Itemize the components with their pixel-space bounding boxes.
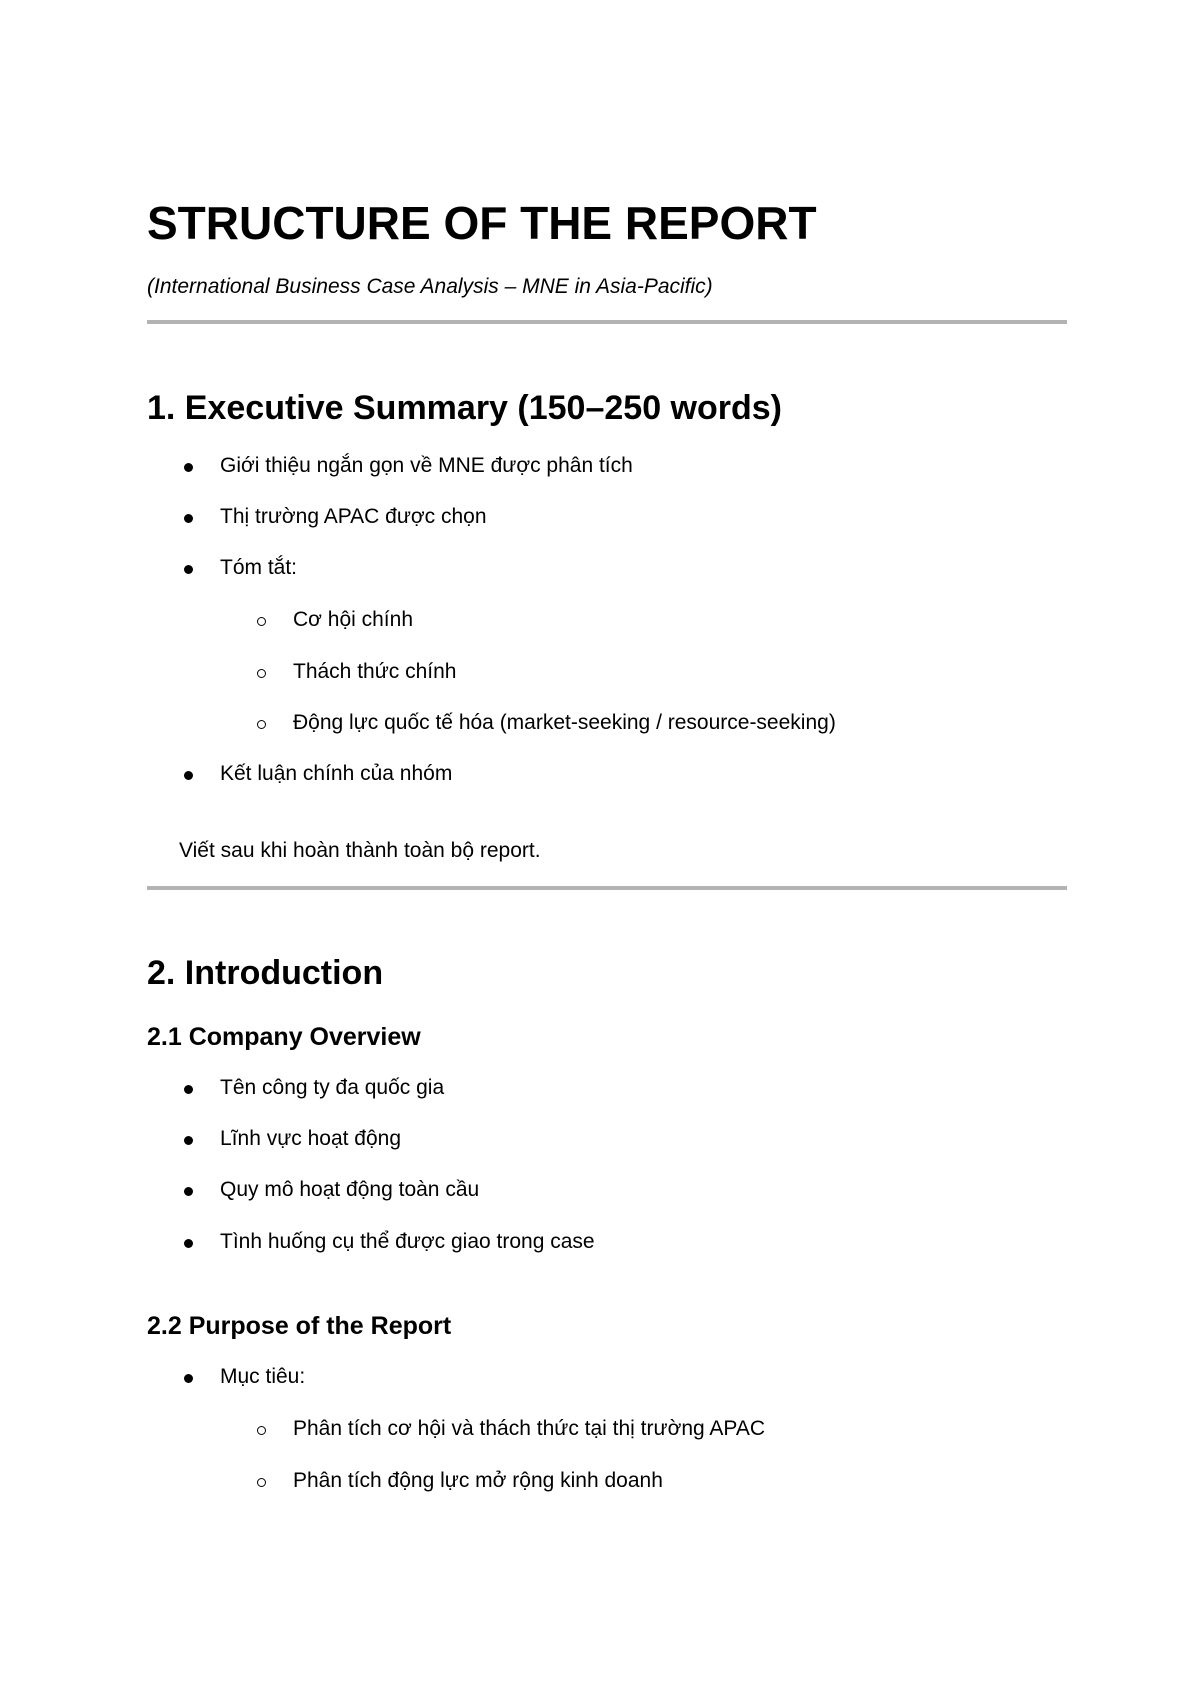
list-item: Giới thiệu ngắn gọn về MNE được phân tích [220, 454, 633, 477]
sub-list-item: Phân tích cơ hội và thách thức tại thị trường APAC [293, 1417, 765, 1440]
bullet-circle-icon [257, 1478, 266, 1487]
bullet-circle-icon [257, 720, 266, 729]
bullet-disc-icon [184, 1239, 193, 1248]
list-item: Lĩnh vực hoạt động [220, 1127, 402, 1150]
document-subtitle: (International Business Case Analysis – MNE in Asia-Pacific) [147, 275, 713, 298]
bullet-disc-icon [184, 463, 193, 472]
subsection-heading-company-overview: 2.1 Company Overview [147, 1023, 421, 1051]
bullet-disc-icon [184, 1187, 193, 1196]
sub-list-item: Phân tích động lực mở rộng kinh doanh [293, 1469, 663, 1492]
section-note: Viết sau khi hoàn thành toàn bộ report. [179, 839, 541, 862]
list-item: Thị trường APAC được chọn [220, 505, 487, 528]
document-title: STRUCTURE OF THE REPORT [147, 197, 817, 249]
list-item: Mục tiêu: [220, 1365, 306, 1388]
bullet-circle-icon [257, 1426, 266, 1435]
bullet-disc-icon [184, 1085, 193, 1094]
bullet-circle-icon [257, 617, 266, 626]
horizontal-divider [147, 320, 1067, 324]
bullet-disc-icon [184, 1136, 193, 1145]
sub-list-item: Động lực quốc tế hóa (market-seeking / resource-seeking) [293, 711, 836, 734]
section-heading-executive-summary: 1. Executive Summary (150–250 words) [147, 389, 782, 427]
sub-list-item: Cơ hội chính [293, 608, 414, 631]
bullet-disc-icon [184, 1374, 193, 1383]
section-heading-introduction: 2. Introduction [147, 954, 384, 992]
list-item: Tóm tắt: [220, 556, 298, 579]
bullet-disc-icon [184, 514, 193, 523]
list-item: Kết luận chính của nhóm [220, 762, 453, 785]
horizontal-divider [147, 886, 1067, 890]
sub-list-item: Thách thức chính [293, 660, 457, 683]
bullet-circle-icon [257, 669, 266, 678]
list-item: Quy mô hoạt động toàn cầu [220, 1178, 480, 1201]
list-item: Tình huống cụ thể được giao trong case [220, 1230, 595, 1253]
list-item: Tên công ty đa quốc gia [220, 1076, 445, 1099]
bullet-disc-icon [184, 565, 193, 574]
subsection-heading-purpose: 2.2 Purpose of the Report [147, 1312, 452, 1340]
bullet-disc-icon [184, 771, 193, 780]
